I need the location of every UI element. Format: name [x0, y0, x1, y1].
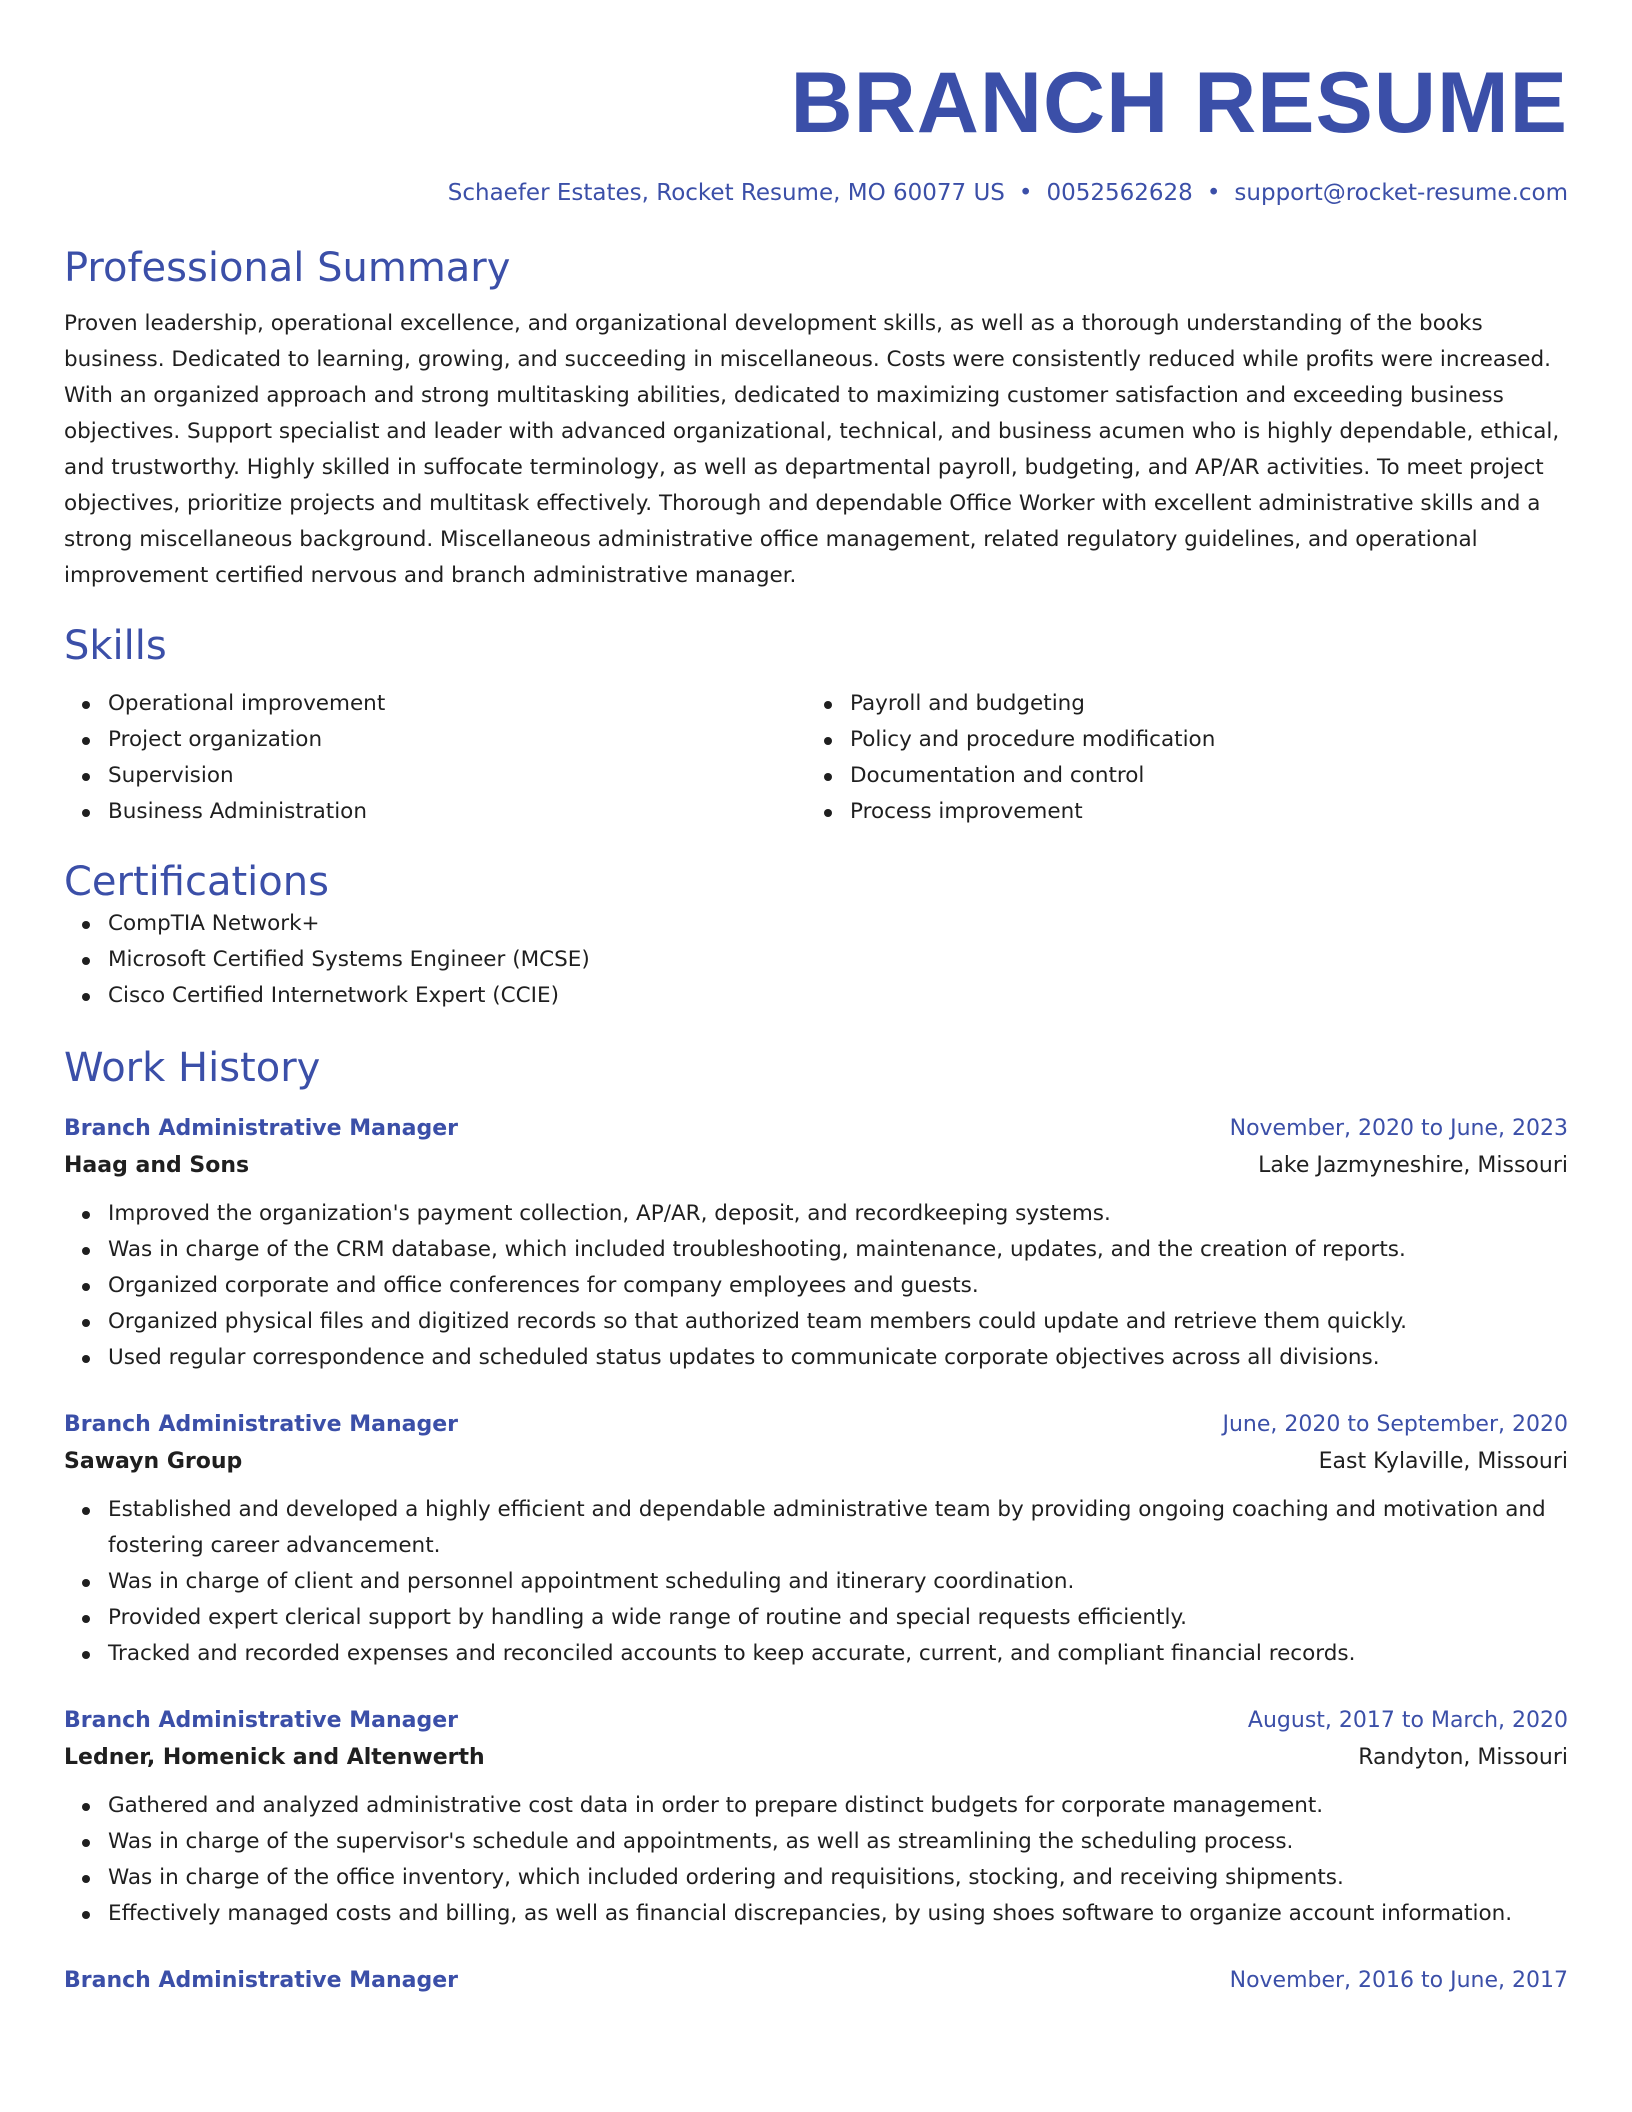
summary-heading: Professional Summary — [64, 244, 511, 291]
skills-column-left — [64, 686, 806, 830]
skill-item: Operational improvement — [108, 686, 806, 722]
contact-address: Schaefer Estates, Rocket Resume, MO 60077 US — [447, 180, 1005, 206]
skill-item: Project organization — [108, 722, 806, 758]
job-bullet: Tracked and recorded expenses and reconciled accounts to keep accurate, current, and compliant financial records. — [108, 1636, 1568, 1672]
job-bullet: Effectively managed costs and billing, as well as financial discrepancies, by using shoes software to organize account information. — [108, 1896, 1568, 1932]
job-bullet: Was in charge of the supervisor's schedule and appointments, as well as streamlining the scheduling process. — [108, 1824, 1568, 1860]
job-title: Branch Administrative Manager — [64, 1115, 458, 1141]
contact-separator: • — [1206, 180, 1221, 206]
skill-item: Payroll and budgeting — [850, 686, 1548, 722]
job-dates: June, 2020 to September, 2020 — [1222, 1411, 1568, 1437]
job-entry — [64, 1112, 1568, 1376]
job-bullet: Was in charge of the office inventory, which included ordering and requisitions, stocking, and receiving shipments. — [108, 1860, 1568, 1896]
job-bullet: Was in charge of the CRM database, which included troubleshooting, maintenance, updates, and the creation of reports. — [108, 1232, 1568, 1268]
skills-heading: Skills — [64, 622, 167, 669]
job-dates: August, 2017 to March, 2020 — [1247, 1707, 1568, 1733]
job-bullet: Organized corporate and office conferences for company employees and guests. — [108, 1268, 1568, 1304]
contact-separator: • — [1018, 180, 1033, 206]
job-entry — [64, 1408, 1568, 1672]
job-dates: November, 2016 to June, 2017 — [1229, 1967, 1568, 1993]
contact-email: support@rocket-resume.com — [1234, 180, 1568, 206]
job-title: Branch Administrative Manager — [64, 1411, 458, 1437]
job-company: Haag and Sons — [64, 1152, 250, 1178]
certifications-heading: Certifications — [64, 858, 329, 905]
certifications-list — [64, 906, 1568, 1014]
job-bullet: Used regular correspondence and scheduled status updates to communicate corporate objectives across all divisions. — [108, 1340, 1568, 1376]
job-entry — [64, 1704, 1568, 1932]
skills-grid — [64, 686, 1568, 830]
contact-phone: 0052562628 — [1046, 180, 1193, 206]
resume-name: BRANCH RESUME — [790, 55, 1568, 151]
job-location: East Kylaville, Missouri — [1318, 1448, 1568, 1474]
skill-item: Documentation and control — [850, 758, 1548, 794]
job-bullet: Established and developed a highly efficient and dependable administrative team by providing ongoing coaching and motivation and fostering career advancement. — [108, 1492, 1568, 1564]
skill-item: Business Administration — [108, 794, 806, 830]
job-title: Branch Administrative Manager — [64, 1707, 458, 1733]
job-location: Randyton, Missouri — [1358, 1744, 1568, 1770]
skill-item: Policy and procedure modification — [850, 722, 1548, 758]
job-title: Branch Administrative Manager — [64, 1967, 458, 1993]
job-dates: November, 2020 to June, 2023 — [1229, 1115, 1568, 1141]
certification-item: Microsoft Certified Systems Engineer (MCSE) — [108, 942, 1568, 978]
certification-item: CompTIA Network+ — [108, 906, 1568, 942]
certification-item: Cisco Certified Internetwork Expert (CCIE) — [108, 978, 1568, 1014]
job-bullet: Was in charge of client and personnel appointment scheduling and itinerary coordination. — [108, 1564, 1568, 1600]
work-history-heading: Work History — [64, 1044, 321, 1091]
contact-line — [64, 180, 1568, 208]
job-bullet: Provided expert clerical support by handling a wide range of routine and special requests efficiently. — [108, 1600, 1568, 1636]
job-bullet: Gathered and analyzed administrative cost data in order to prepare distinct budgets for corporate management. — [108, 1788, 1568, 1824]
job-entry — [64, 1964, 1568, 1998]
job-bullet: Improved the organization's payment collection, AP/AR, deposit, and recordkeeping systems. — [108, 1196, 1568, 1232]
skill-item: Supervision — [108, 758, 806, 794]
job-location: Lake Jazmyneshire, Missouri — [1258, 1152, 1568, 1178]
job-bullet: Organized physical files and digitized records so that authorized team members could update and retrieve them quickly. — [108, 1304, 1568, 1340]
job-company: Sawayn Group — [64, 1448, 243, 1474]
skills-column-right — [806, 686, 1548, 830]
skill-item: Process improvement — [850, 794, 1548, 830]
job-company: Ledner, Homenick and Altenwerth — [64, 1744, 485, 1770]
summary-text: Proven leadership, operational excellence, and organizational development skills, as well as a thorough understanding of the books business. Dedicated to learning, growing, and succeeding in miscellaneous. Costs were consistently reduced while profits were increased. With an organized approach and strong multitasking abilities, dedicated to maximizing customer satisfaction and exceeding business objectives. Support specialist and leader with advanced organizational, technical, and business acumen who is highly dependable, ethical, and trustworthy. Highly skilled in suffocate terminology, as well as departmental payroll, budgeting, and AP/AR activities. To meet project objectives, prioritize projects and multitask effectively. Thorough and dependable Office Worker with excellent administrative skills and a strong miscellaneous background. Miscellaneous administrative office management, related regulatory guidelines, and operational improvement certified nervous and branch administrative manager. — [64, 310, 1560, 588]
